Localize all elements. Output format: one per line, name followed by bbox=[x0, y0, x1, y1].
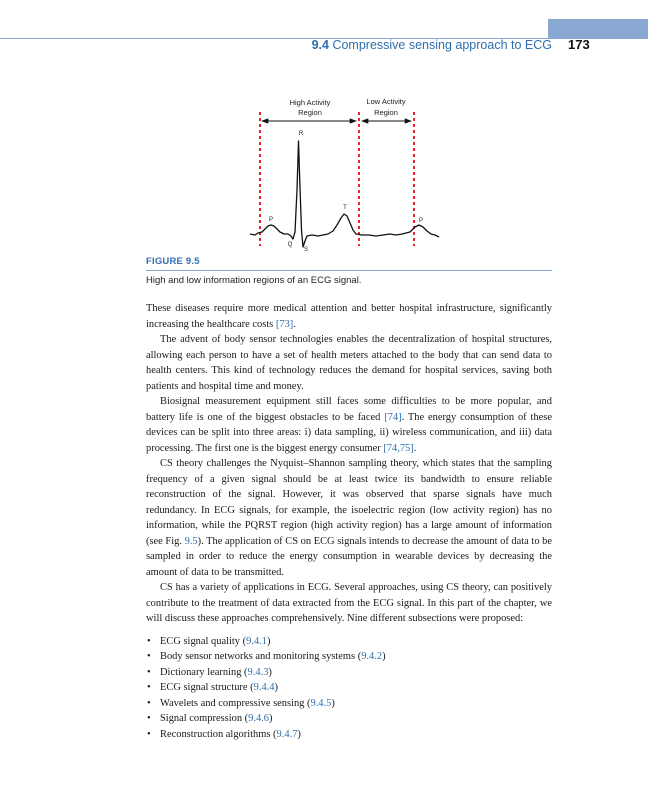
section-link[interactable]: 9.4.6 bbox=[248, 713, 270, 724]
section-number: 9.4 bbox=[311, 38, 329, 52]
list-item-text: ECG signal quality ( bbox=[160, 635, 247, 647]
list-item bbox=[146, 634, 552, 650]
section-link[interactable]: 9.4.2 bbox=[361, 651, 383, 662]
figure-reference-9-5[interactable]: 9.5 bbox=[184, 535, 198, 547]
bullet-icon: • bbox=[147, 713, 151, 724]
list-item-end: ) bbox=[274, 682, 278, 693]
ecg-figure bbox=[0, 0, 648, 260]
low-region-label-line1: Low Activity bbox=[366, 97, 406, 106]
subsection-list bbox=[146, 634, 552, 743]
list-item-end: ) bbox=[331, 697, 335, 709]
p-wave-label: P bbox=[268, 217, 274, 223]
list-item-text: Wavelets and compressive sensing ( bbox=[160, 697, 311, 709]
bullet-icon: • bbox=[147, 697, 151, 709]
high-region-label-line1: High Activity bbox=[289, 98, 331, 107]
q-wave-label: Q bbox=[287, 242, 293, 248]
figure-caption: High and low information regions of an ECG signal. bbox=[146, 275, 362, 286]
paragraph-3-text: Biosignal measurement equipment still faces some difficulties to be more popular, and battery life is one of the biggest obstacles to be faced bbox=[146, 396, 552, 423]
bullet-icon: • bbox=[147, 635, 151, 647]
bullet-icon: • bbox=[147, 682, 151, 693]
section-link[interactable]: 9.4.1 bbox=[246, 635, 267, 647]
body-text bbox=[146, 301, 552, 742]
list-item-end: ) bbox=[382, 651, 386, 662]
high-region-label-line2: Region bbox=[298, 108, 322, 117]
paragraph-3-end: . bbox=[413, 442, 417, 454]
list-item-end: ) bbox=[268, 666, 272, 678]
section-title: Compressive sensing approach to ECG bbox=[332, 38, 552, 52]
list-item-text: Body sensor networks and monitoring systems ( bbox=[160, 651, 362, 662]
paragraph-4-end: ). The application of CS on ECG signals intends to decrease the amount of data to be sampled in order to reduce the energy consumption in wearable devices by decreasing the amount of data to be transmitted. bbox=[146, 535, 553, 578]
citation-74-75[interactable]: [74,75] bbox=[383, 442, 414, 454]
ecg-trace bbox=[250, 141, 439, 247]
bullet-icon: • bbox=[147, 651, 151, 662]
section-link[interactable]: 9.4.4 bbox=[253, 682, 275, 693]
citation-74[interactable]: [74] bbox=[384, 411, 402, 423]
bullet-icon: • bbox=[147, 666, 151, 678]
citation-73[interactable]: [73] bbox=[275, 318, 294, 330]
figure-caption-rule bbox=[146, 270, 552, 271]
page-number: 173 bbox=[568, 37, 590, 52]
low-region-label-line2: Region bbox=[374, 108, 398, 117]
list-item bbox=[146, 665, 552, 681]
list-item-text: Reconstruction algorithms ( bbox=[160, 728, 277, 740]
figure-label: FIGURE 9.5 bbox=[146, 256, 200, 267]
p-wave-label-2: P bbox=[418, 218, 424, 224]
list-item bbox=[146, 711, 552, 727]
paragraph-1-end: . bbox=[293, 318, 296, 330]
list-item bbox=[146, 649, 552, 665]
list-item-text: Signal compression ( bbox=[160, 713, 249, 724]
list-item-end: ) bbox=[269, 713, 273, 724]
paragraph-5: CS has a variety of applications in ECG. Several approaches, using CS theory, can positively contribute to the treatment of data extracted from the ECG signal. In this part of the chapter, we will discuss these approaches comprehensively. Nine different subsections were proposed: bbox=[146, 582, 552, 624]
bullet-icon: • bbox=[147, 728, 151, 740]
paragraph-1 bbox=[146, 301, 552, 332]
section-link[interactable]: 9.4.3 bbox=[247, 666, 269, 678]
s-wave-label: S bbox=[303, 247, 309, 253]
list-item-end: ) bbox=[266, 635, 271, 647]
paragraph-4 bbox=[146, 456, 552, 580]
list-item bbox=[146, 727, 552, 743]
list-item bbox=[146, 680, 552, 696]
paragraph-2: The advent of body sensor technologies enables the decentralization of hospital structures, allowing each person to have a set of health meters attached to the body that can send data to health centers. This kind of technology reduces the demand for hospital services, saving both patients and hospital time and money. bbox=[146, 334, 552, 392]
section-link[interactable]: 9.4.5 bbox=[310, 697, 332, 709]
r-wave-label: R bbox=[298, 131, 304, 137]
list-item-text: Dictionary learning ( bbox=[160, 666, 248, 678]
t-wave-label: T bbox=[343, 205, 347, 211]
paragraph-1-text: These diseases require more medical attention and better hospital infrastructure, significantly increasing the healthcare costs bbox=[146, 303, 552, 330]
section-link[interactable]: 9.4.7 bbox=[276, 728, 298, 740]
list-item-text: ECG signal structure ( bbox=[160, 682, 254, 693]
list-item-end: ) bbox=[297, 728, 301, 740]
list-item bbox=[146, 696, 552, 712]
paragraph-3-mid: . The energy consumption of these devices can be split into three areas: i) data sampling, ii) wireless communication, and iii) data processing. The first one is the biggest energy consumer bbox=[146, 411, 552, 454]
paragraph-4-text: CS theory challenges the Nyquist–Shannon sampling theory, which states that the sampling frequency of a given signal should be at least twice its bandwidth to ensure reliable reconstruction of the signal. However, it was observed that sparse signals have much redundancy. In ECG signals, for example, the isoelectric region (low activity region) has no information, while the PQRST region (high activity region) has a large amount of information (see Fig. bbox=[146, 458, 552, 547]
paragraph-3 bbox=[146, 394, 552, 456]
